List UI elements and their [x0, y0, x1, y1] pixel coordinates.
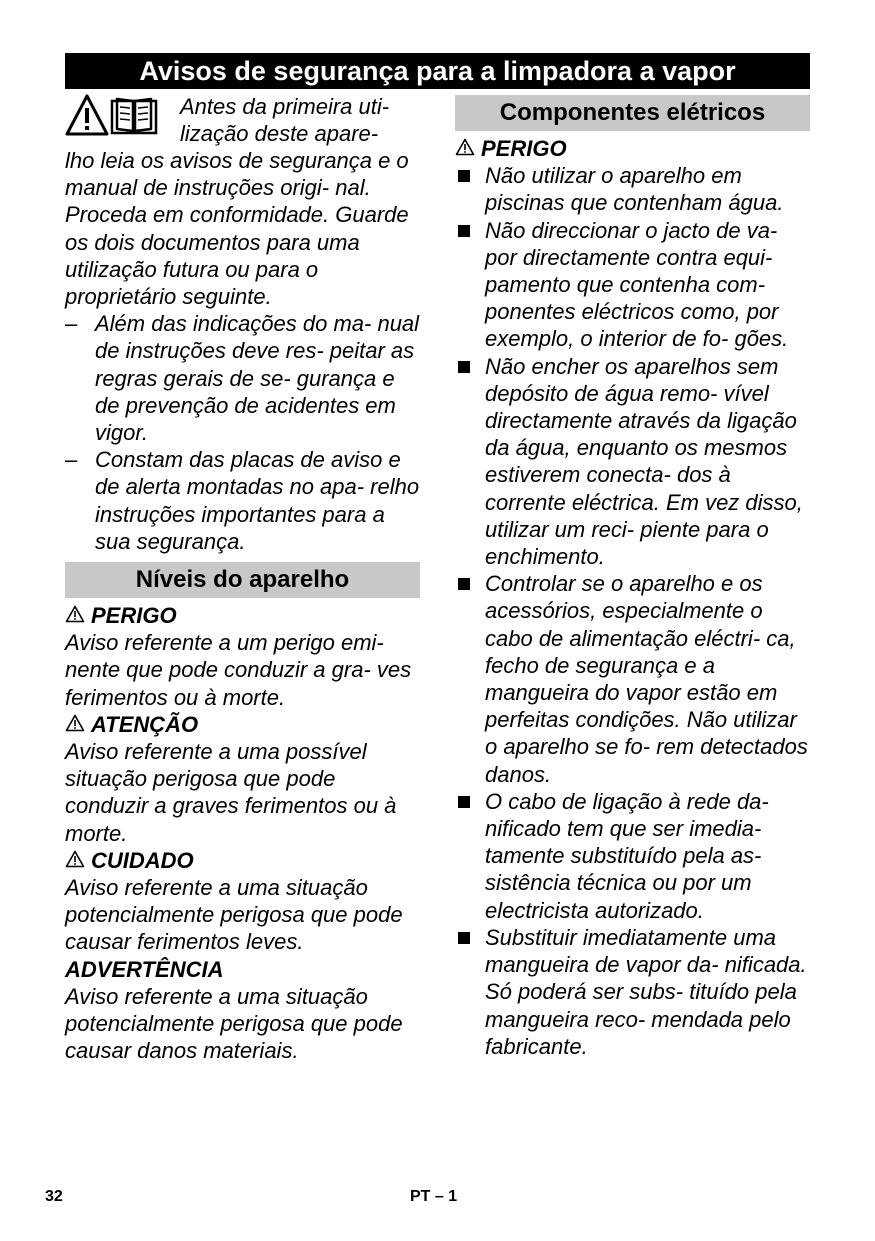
level-advertencia [65, 956, 420, 1065]
list-item [455, 924, 810, 1060]
list-item [455, 570, 810, 788]
manual-book-icon [109, 93, 159, 137]
left-column [65, 93, 420, 1065]
electrical-heading: Componentes elétricos [455, 95, 810, 131]
list-item-text: O cabo de ligação à rede da- nificado tem que ser imedia- tamente substituído pela as- sistência técnica ou por um electricista autorizado. [485, 788, 769, 923]
list-item [455, 788, 810, 924]
square-bullet-icon [458, 225, 470, 237]
list-item-text: Substituir imediatamente uma mangueira de vapor da- nificada. Só poderá ser subs- tituído pela mangueira reco- mendada pelo fabricante. [485, 924, 807, 1059]
list-item [455, 353, 810, 571]
square-bullet-icon [458, 578, 470, 590]
level-label [65, 711, 420, 738]
level-cuidado [65, 847, 420, 956]
intro-icons [65, 93, 180, 137]
right-column [455, 95, 810, 1060]
level-label-text: ADVERTÊNCIA [65, 956, 224, 982]
intro-dash-list [65, 310, 420, 555]
level-label [65, 956, 420, 983]
list-item-text: Além das indicações do ma- nual de instruções deve res- peitar as regras gerais de se- gurança e de prevenção de acidentes em vigor. [95, 311, 420, 446]
square-bullet-icon [458, 361, 470, 373]
level-description: Aviso referente a uma situação potencialmente perigosa que pode causar ferimentos leves. [65, 875, 403, 955]
warning-triangle-icon [455, 135, 475, 162]
intro-paragraph: lho leia os avisos de segurança e o manual de instruções origi- nal. Proceda em conformidade. Guarde os dois documentos para uma utilização futura ou para o proprietário seguinte. [65, 148, 409, 310]
warning-triangle-icon [65, 847, 85, 874]
warning-triangle-icon [65, 602, 85, 629]
electrical-list [455, 162, 810, 1060]
level-label-text: CUIDADO [91, 847, 194, 873]
list-item-text: Controlar se o aparelho e os acessórios, especialmente o cabo de alimentação eléctri- ca, fecho de segurança e a mangueira do vapor estão em perfeitas condições. Não utilizar o aparelho se fo- rem detectados danos. [485, 571, 808, 787]
list-item [455, 217, 810, 353]
level-label [65, 847, 420, 874]
list-item-text: Não direccionar o jacto de va- por directamente contra equi- pamento que contenha com- ponentes eléctricos como, por exemplo, o interior de fo- gões. [485, 217, 789, 352]
list-item [65, 446, 420, 555]
dash-bullet: – [65, 311, 78, 337]
level-perigo [65, 602, 420, 711]
intro-header [65, 93, 420, 147]
levels-heading: Níveis do aparelho [65, 562, 420, 598]
dash-bullet: – [65, 447, 78, 473]
intro-line-1: Antes da primeira uti- [180, 94, 390, 119]
list-item-text: Constam das placas de aviso e de alerta montadas no apa- relho instruções importantes para a sua segurança. [95, 447, 420, 554]
level-label-text: ATENÇÃO [91, 711, 199, 737]
page-title: Avisos de segurança para a limpadora a vapor [65, 53, 810, 89]
level-description: Aviso referente a uma situação potencialmente perigosa que pode causar danos materiais. [65, 983, 403, 1064]
list-item [455, 162, 810, 216]
level-label [65, 602, 420, 629]
danger-label-text: PERIGO [481, 136, 567, 161]
intro-first-lines [180, 93, 389, 147]
square-bullet-icon [458, 932, 470, 944]
level-atencao [65, 711, 420, 847]
warning-triangle-icon [65, 93, 109, 137]
intro-line-2: lização deste apare- [180, 121, 379, 147]
language-page-label: PT – 1 [410, 1188, 458, 1205]
list-item [65, 310, 420, 446]
page-number: 32 [45, 1188, 63, 1205]
level-label-text: PERIGO [91, 603, 177, 629]
list-item-text: Não encher os aparelhos sem depósito de água remo- vível directamente através da ligação da água, enquanto os mesmos estiverem conecta- dos à corrente eléctrica. Em vez disso, utilizar um reci- piente para o enchimento. [485, 353, 803, 570]
level-description: Aviso referente a um perigo emi- nente que pode conduzir a gra- ves ferimentos ou à morte. [65, 630, 412, 710]
list-item-text: Não utilizar o aparelho em piscinas que contenham água. [485, 163, 784, 216]
square-bullet-icon [458, 170, 470, 182]
square-bullet-icon [458, 796, 470, 808]
level-description: Aviso referente a uma possível situação perigosa que pode conduzir a graves ferimentos ou à morte. [65, 739, 397, 846]
danger-label [455, 135, 810, 162]
warning-triangle-icon [65, 711, 85, 738]
